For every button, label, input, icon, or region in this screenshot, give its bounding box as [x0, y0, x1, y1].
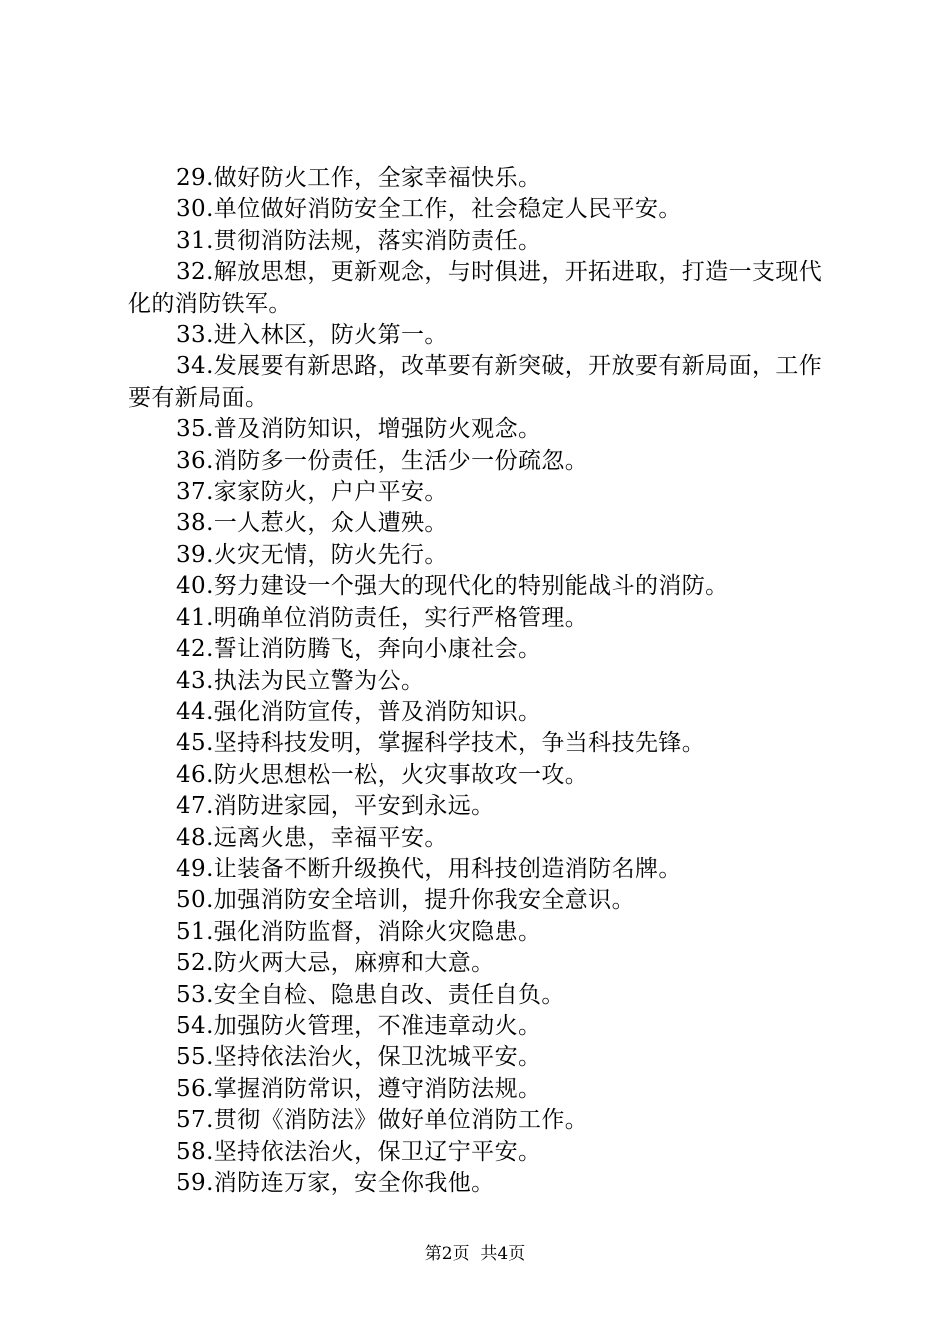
list-item: 32.解放思想，更新观念，与时俱进，开拓进取，打造一支现代化的消防铁军。 [128, 259, 823, 317]
list-item: 33.进入林区，防火第一。 [176, 322, 448, 349]
list-item: 34.发展要有新思路，改革要有新突破，开放要有新局面，工作要有新局面。 [128, 353, 823, 411]
list-item: 48.远离火患，幸福平安。 [176, 824, 448, 851]
list-item: 56.掌握消防常识，遵守消防法规。 [176, 1075, 542, 1102]
list-item: 59.消防连万家，安全你我他。 [176, 1170, 495, 1196]
list-item: 51.强化消防监督，消除火灾隐患。 [176, 918, 542, 945]
list-item: 31.贯彻消防法规，落实消防责任。 [176, 227, 542, 254]
list-item: 43.执法为民立警为公。 [176, 667, 425, 694]
list-item: 39.火灾无情，防火先行。 [176, 541, 448, 568]
list-item: 44.强化消防宣传，普及消防知识。 [176, 698, 542, 725]
list-item: 35.普及消防知识，增强防火观念。 [176, 416, 542, 443]
list-item: 57.贯彻《消防法》做好单位消防工作。 [176, 1107, 589, 1134]
list-item: 54.加强防火管理，不准违章动火。 [176, 1012, 542, 1039]
page-number: 第2页 共4页 [424, 1244, 526, 1264]
list-item: 52.防火两大忌，麻痹和大意。 [176, 950, 495, 977]
list-item: 41.明确单位消防责任，实行严格管理。 [176, 604, 589, 631]
list-item: 37.家家防火，户户平安。 [176, 479, 448, 506]
list-item: 53.安全自检、隐患自改、责任自负。 [176, 981, 565, 1008]
list-item: 50.加强消防安全培训，提升你我安全意识。 [176, 887, 635, 914]
list-item: 58.坚持依法治火，保卫辽宁平安。 [176, 1138, 542, 1165]
slogan-list [128, 163, 840, 1199]
list-item: 49.让装备不断升级换代，用科技创造消防名牌。 [176, 855, 682, 882]
list-item: 36.消防多一份责任，生活少一份疏忽。 [176, 447, 589, 474]
list-item: 40.努力建设一个强大的现代化的特别能战斗的消防。 [176, 573, 729, 600]
page-footer [0, 1242, 950, 1266]
list-item: 47.消防进家园，平安到永远。 [176, 793, 495, 820]
list-item: 42.誓让消防腾飞，奔向小康社会。 [176, 636, 542, 663]
list-item: 29.做好防火工作，全家幸福快乐。 [176, 165, 542, 191]
list-item: 38.一人惹火，众人遭殃。 [176, 510, 448, 537]
list-item: 55.坚持依法治火，保卫沈城平安。 [176, 1044, 542, 1071]
list-item: 30.单位做好消防安全工作，社会稳定人民平安。 [176, 196, 682, 223]
list-item: 45.坚持科技发明，掌握科学技术，争当科技先锋。 [176, 730, 706, 757]
list-item: 46.防火思想松一松，火灾事故攻一攻。 [176, 761, 589, 788]
